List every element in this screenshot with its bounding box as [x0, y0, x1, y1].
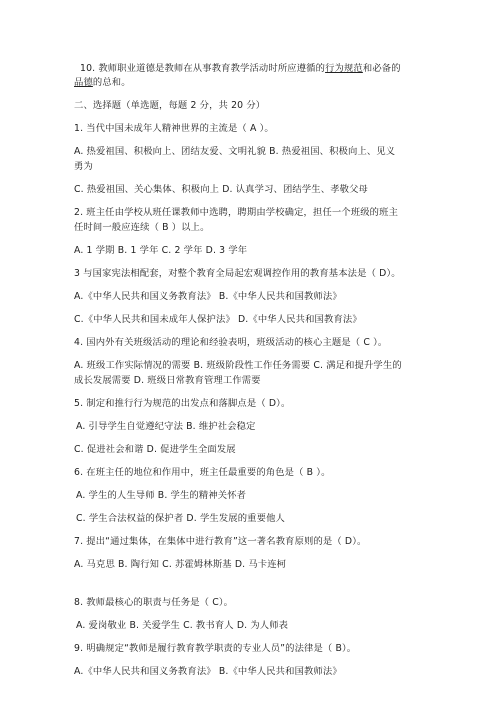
question-1-options-line-3: C. 热爱祖国、关心集体、积极向上 D. 认真学习、团结学生、孝敬父母 [74, 184, 368, 195]
question-2-line-2: 任时间一般应连续（ B ）以上。 [74, 222, 210, 233]
question-5-options-line-1: A. 引导学生自觉遵纪守法 B. 维护社会稳定 [76, 421, 256, 432]
q10-answer-2: 品德 [74, 77, 93, 88]
question-1-options-line-1: A. 热爱祖国、积极向上、团结友爱、文明礼貌 B. 热爱祖国、积极向上、见义 [74, 146, 396, 157]
q10-mid: 和必备的 [362, 63, 401, 74]
question-10-line-2 [74, 76, 434, 90]
question-6: 6. 在班主任的地位和作用中，班主任最重要的角色是（ B ）。 [74, 467, 331, 478]
question-10-line-1 [80, 62, 440, 76]
section-title: 二、选择题（单选题，每题 2 分，共 20 分） [74, 100, 266, 111]
question-6-options-line-1: A. 学生的人生导师 B. 学生的精神关怀者 [76, 490, 247, 501]
question-1: 1. 当代中国未成年人精神世界的主流是（ A ）。 [74, 123, 274, 134]
q10-suffix: 的总和。 [92, 77, 131, 88]
question-9-options: A.《中华人民共和国义务教育法》 B.《中华人民共和国教师法》 [74, 666, 342, 677]
question-7: 7. 提出“通过集体，在集体中进行教育”这一著名教育原则的是（ D）。 [74, 536, 367, 547]
question-6-options-line-2: C. 学生合法权益的保护者 D. 学生发展的重要他人 [76, 513, 285, 524]
question-8-options: A. 爱岗敬业 B. 关爱学生 C. 教书育人 D. 为人师表 [76, 620, 289, 631]
q10-answer-1: 行为规范 [325, 63, 363, 74]
q10-prefix: 10. 教师职业道德是教师在从事教育教学活动时所应遵循的 [80, 63, 326, 74]
question-2-line-1: 2. 班主任由学校从班任课教师中选聘，聘期由学校确定，担任一个班级的班主 [74, 207, 399, 218]
question-9: 9. 明确规定“教师是履行教育教学职责的专业人员”的法律是（ B）。 [74, 643, 357, 654]
question-7-options: A. 马克思 B. 陶行知 C. 苏霍姆林斯基 D. 马卡连柯 [74, 559, 287, 570]
question-3-options-line-1: A.《中华人民共和国义务教育法》 B.《中华人民共和国教师法》 [74, 291, 342, 302]
question-3: 3 与国家宪法相配套，对整个教育全局起宏观调控作用的教育基本法是（ D）。 [74, 268, 401, 279]
question-4-options-line-1: A. 班级工作实际情况的需要 B. 班级阶段性工作任务需要 C. 满足和提升学生的 [74, 360, 402, 371]
question-4: 4. 国内外有关班级活动的理论和经验表明，班级活动的核心主题是（ C ）。 [74, 337, 388, 348]
question-4-options-line-2: 成长发展需要 D. 班级日常教育管理工作需要 [74, 375, 261, 386]
question-2-options: A. 1 学期 B. 1 学年 C. 2 学年 D. 3 学年 [74, 245, 248, 256]
question-5: 5. 制定和推行行为规范的出发点和落脚点是（ D）。 [74, 398, 291, 409]
question-5-options-line-2: C. 促进社会和谐 D. 促进学生全面发展 [74, 444, 236, 455]
question-3-options-line-2: C.《中华人民共和国未成年人保护法》 D.《中华人民共和国教育法》 [74, 314, 362, 325]
question-1-options-line-2: 勇为 [74, 161, 93, 172]
question-8: 8. 教师最核心的职责与任务是（ C）。 [74, 597, 234, 608]
